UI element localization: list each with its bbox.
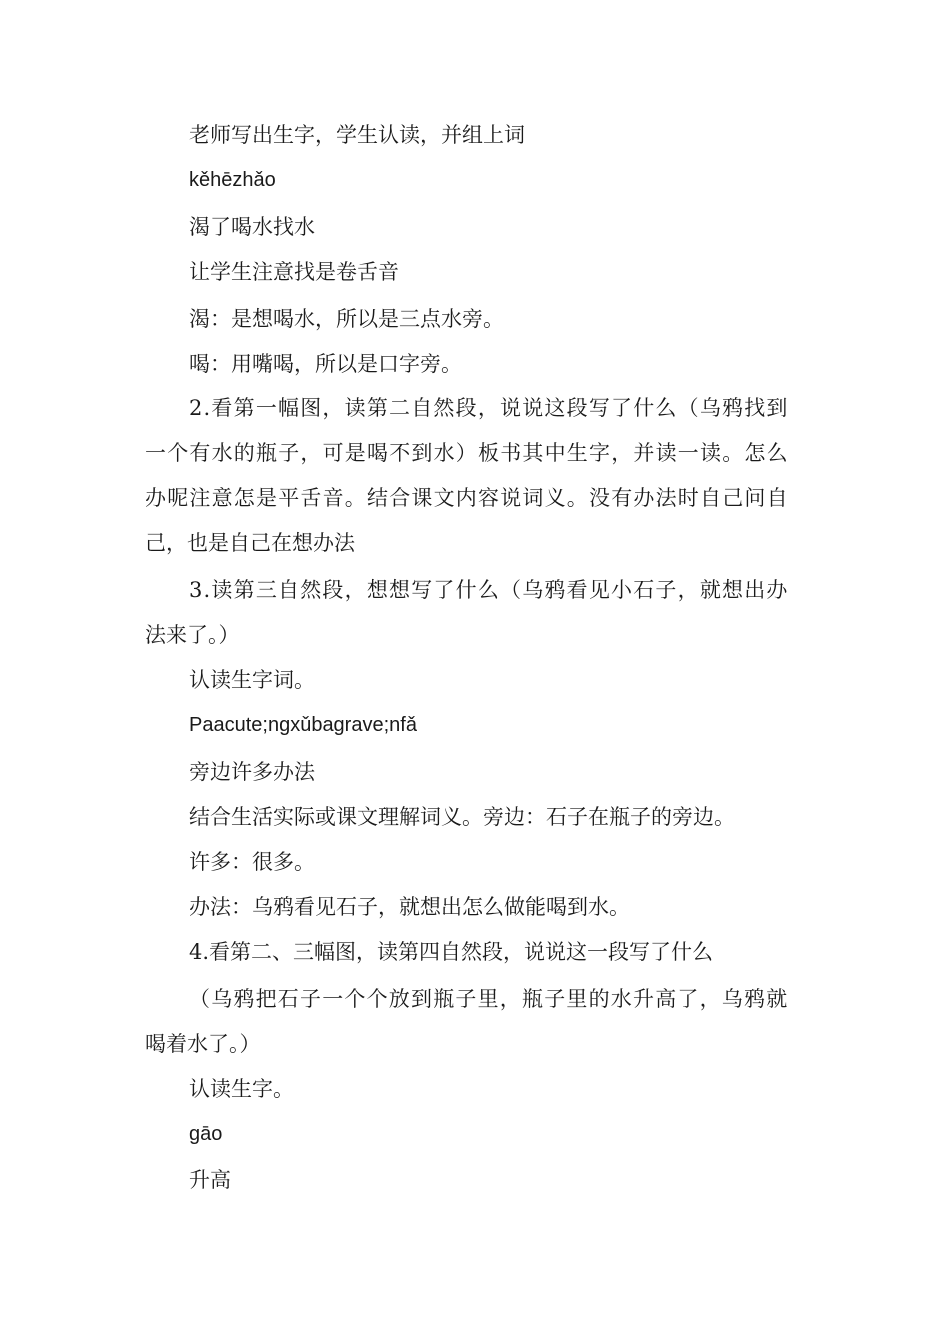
paragraph: 法来了。） <box>145 623 240 647</box>
paragraph: （乌鸦把石子一个个放到瓶子里，瓶子里的水升高了，乌鸦就 <box>189 987 789 1011</box>
paragraph: 2.看第一幅图，读第二自然段，说说这段写了什么（乌鸦找到 <box>189 396 789 420</box>
paragraph: 3.读第三自然段，想想写了什么（乌鸦看见小石子，就想出办 <box>189 578 789 602</box>
paragraph: 升高 <box>189 1168 231 1192</box>
paragraph: 喝着水了。） <box>145 1032 261 1056</box>
paragraph: 认读生字词。 <box>189 668 315 692</box>
paragraph: 喝：用嘴喝，所以是口字旁。 <box>189 352 462 376</box>
paragraph: 认读生字。 <box>189 1077 294 1101</box>
paragraph: 老师写出生字，学生认读，并组上词 <box>189 123 525 147</box>
paragraph: 渴：是想喝水，所以是三点水旁。 <box>189 307 504 331</box>
paragraph: 办呢注意怎是平舌音。结合课文内容说词义。没有办法时自己问自 <box>145 486 789 510</box>
pinyin-line: Paacute;ngxǔbagrave;nfǎ <box>189 714 417 736</box>
paragraph: 渴了喝水找水 <box>189 215 315 239</box>
paragraph: 办法：乌鸦看见石子，就想出怎么做能喝到水。 <box>189 895 630 919</box>
pinyin-line: kěhēzhǎo <box>189 169 276 191</box>
paragraph: 旁边许多办法 <box>189 760 315 784</box>
paragraph: 4.看第二、三幅图，读第四自然段，说说这一段写了什么 <box>189 940 714 964</box>
paragraph: 让学生注意找是卷舌音 <box>189 260 399 284</box>
paragraph: 许多：很多。 <box>189 850 315 874</box>
paragraph: 结合生活实际或课文理解词义。旁边：石子在瓶子的旁边。 <box>189 805 735 829</box>
paragraph: 己，也是自己在想办法 <box>145 531 355 555</box>
pinyin-line: gāo <box>189 1123 223 1145</box>
paragraph: 一个有水的瓶子，可是喝不到水）板书其中生字，并读一读。怎么 <box>145 441 789 465</box>
